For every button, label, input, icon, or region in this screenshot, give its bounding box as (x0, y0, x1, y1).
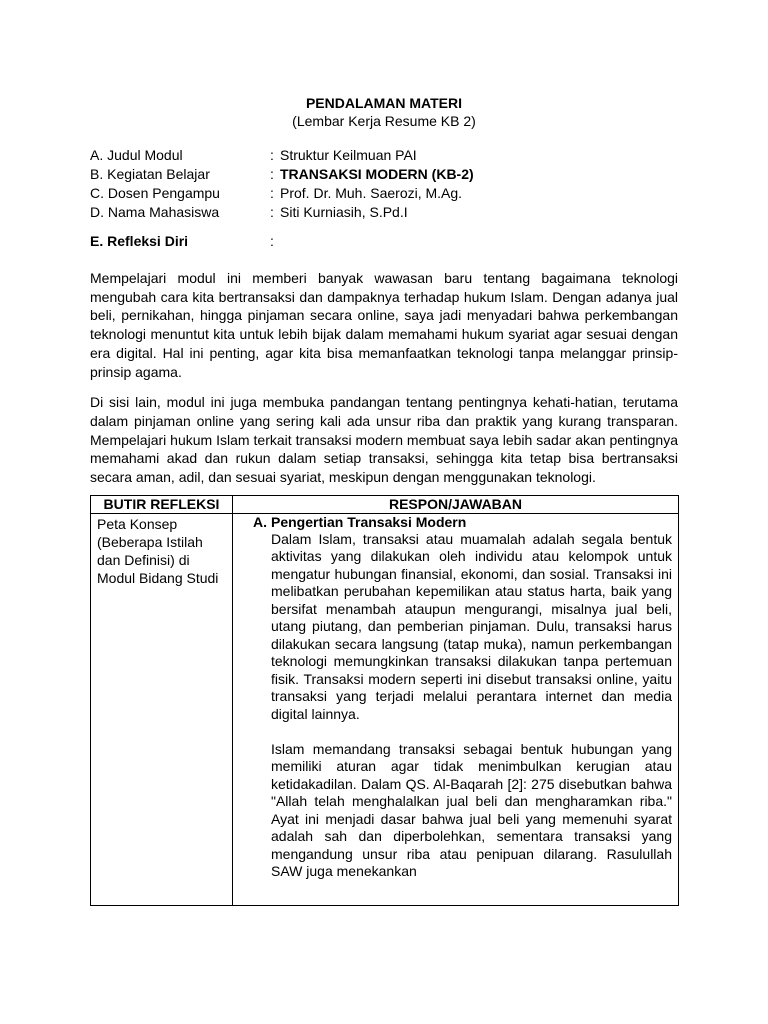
section-heading (253, 514, 672, 531)
info-row-nama-mahasiswa (90, 203, 678, 222)
info-value: Prof. Dr. Muh. Saerozi, M.Ag. (280, 185, 463, 201)
header-butir-refleksi: BUTIR REFLEKSI (91, 495, 233, 513)
info-label: A. Judul Modul (90, 147, 183, 163)
refleksi-separator: : (270, 233, 274, 249)
info-label: B. Kegiatan Belajar (90, 166, 210, 182)
info-row-dosen-pengampu (90, 184, 678, 203)
reflection-paragraph-1: Mempelajari modul ini memberi banyak wawasan baru tentang bagaimana teknologi mengubah cara kita bertransaksi dan dampaknya terhadap hukum Islam. Dengan adanya jual beli, pernikahan, hingga pinjaman secara online, saya jadi menyadari bahwa perkembangan teknologi menuntut kita untuk lebih bijak dalam memahami hukum syariat agar sesuai dengan era digital. Hal ini penting, agar kita bisa memanfaatkan teknologi tanpa melanggar prinsip-prinsip agama. (90, 270, 678, 380)
section-paragraph-1: Dalam Islam, transaksi atau muamalah adalah segala bentuk aktivitas yang dilakukan oleh individu atau kelompok untuk mengatur hubungan finansial, ekonomi, dan sosial. Transaksi ini melibatkan perubahan kepemilikan atau status harta, baik yang bersifat menambah ataupun mengurangi, misalnya jual beli, utang piutang, dan pemberian pinjaman. Dulu, transaksi harus dilakukan secara langsung (tatap muka), namun perkembangan teknologi memungkinkan transaksi dilakukan tanpa pertemuan fisik. Transaksi modern seperti ini disebut transaksi online, yaitu transaksi yang terjadi melalui perantara internet dan media digital lainnya. (271, 530, 672, 722)
info-block (90, 146, 678, 222)
refleksi-heading (90, 232, 678, 251)
respon-jawaban-cell (233, 513, 679, 905)
document-title: PENDALAMAN MATERI (305, 95, 463, 111)
section-paragraph-2: Islam memandang transaksi sebagai bentuk hubungan yang memiliki aturan agar tidak menimbulkan kerugian atau ketidakadilan. Dalam QS. Al-Baqarah [2]: 275 disebutkan bahwa "Allah telah menghalalkan jual beli dan mengharamkan riba." Ayat ini menjadi dasar bahwa jual beli yang memenuhi syarat adalah sah dan diperbolehkan, sementara transaksi yang mengandung unsur riba atau penipuan dilarang. Rasulullah SAW juga menekankan (271, 740, 672, 880)
table-header-row (91, 495, 679, 513)
butir-refleksi-cell: Peta Konsep (Beberapa Istilah dan Definisi) di Modul Bidang Studi (91, 513, 233, 905)
info-value: Struktur Keilmuan PAI (280, 147, 417, 163)
info-separator: : (270, 166, 274, 182)
header-respon-jawaban: RESPON/JAWABAN (233, 495, 679, 513)
info-separator: : (270, 147, 274, 163)
document-subtitle: (Lembar Kerja Resume KB 2) (292, 113, 476, 129)
reflection-table (90, 495, 679, 906)
table-row (91, 513, 679, 905)
info-value: Siti Kurniasih, S.Pd.I (280, 204, 408, 220)
info-label: C. Dosen Pengampu (90, 185, 220, 201)
section-title: Pengertian Transaksi Modern (271, 513, 467, 530)
info-value: TRANSAKSI MODERN (KB-2) (280, 166, 474, 182)
reflection-paragraph-2: Di sisi lain, modul ini juga membuka pandangan tentang pentingnya kehati-hatian, terutama dalam pinjaman online yang sering kali ada unsur riba dan praktik yang kurang transparan. Mempelajari hukum Islam terkait transaksi modern membuat saya lebih sadar akan pentingnya memahami akad dan rukun dalam setiap transaksi, sehingga kita tetap bisa bertransaksi secara aman, adil, dan sesuai syariat, meskipun dengan menggunakan teknologi. (90, 394, 678, 486)
section-body (271, 531, 672, 881)
info-row-kegiatan-belajar (90, 165, 678, 184)
info-separator: : (270, 204, 274, 220)
document-body (90, 94, 678, 906)
info-separator: : (270, 185, 274, 201)
section-letter: A. (253, 513, 267, 530)
info-row-judul-modul (90, 146, 678, 165)
refleksi-label: E. Refleksi Diri (90, 233, 189, 249)
info-label: D. Nama Mahasiswa (90, 204, 220, 220)
